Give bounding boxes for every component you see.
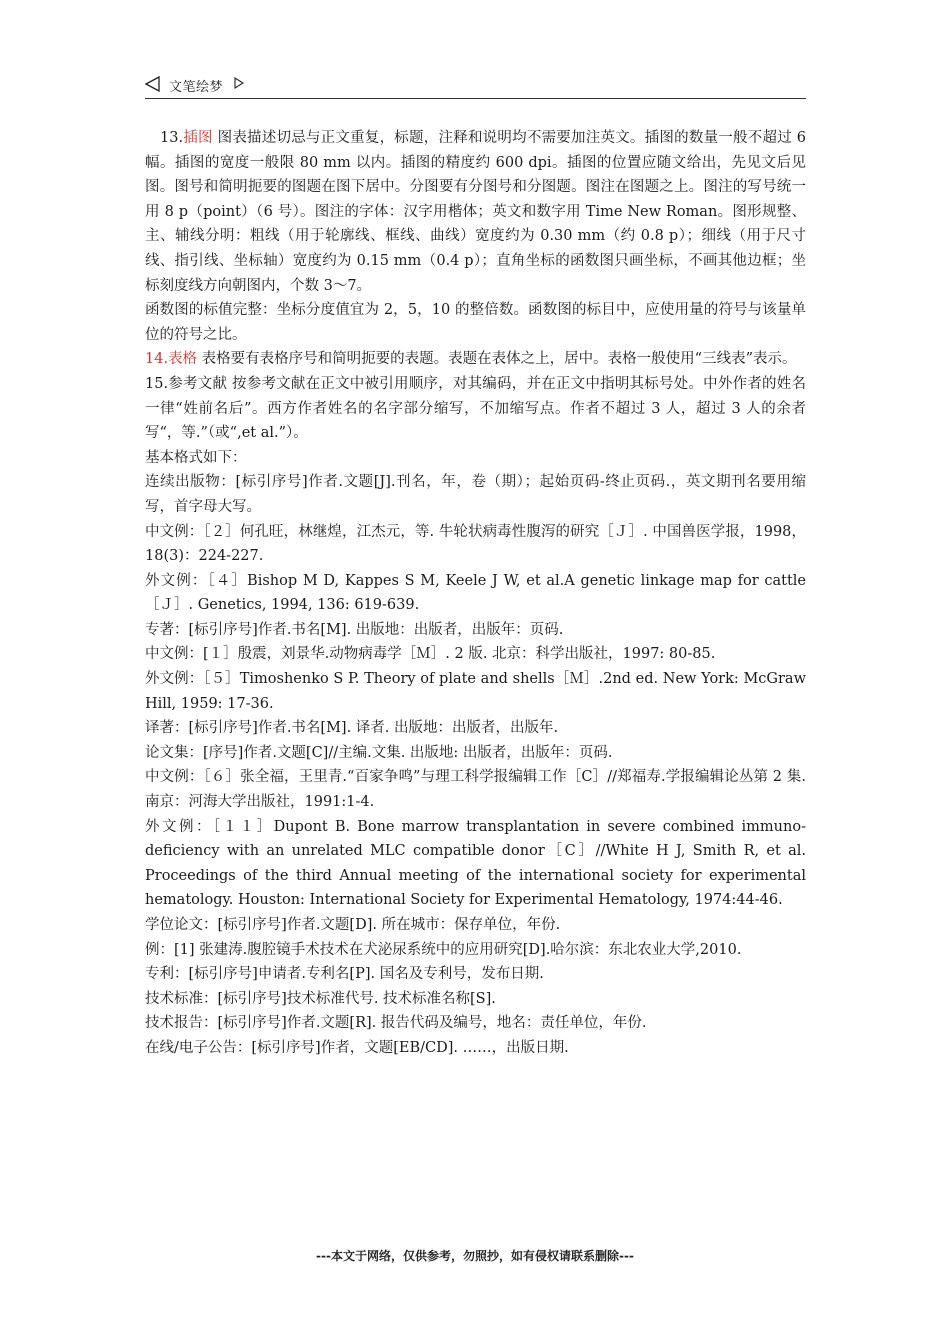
basic-format-line: 基本格式如下： bbox=[145, 449, 247, 466]
triangle-left-icon bbox=[145, 76, 161, 96]
monograph-format: 专著：[标引序号]作者.书名[M]. 出版地：出版者，出版年：页码. bbox=[145, 621, 564, 638]
monograph-foreign-example: 外文例：［５］Timoshenko S P. Theory of plate and shells［Ｍ］.2nd ed. New York: McGraw Hill, 1959: 17-36. bbox=[145, 671, 806, 712]
section-14-text: 表格要有表格序号和简明扼要的表题。表题在表体之上，居中。表格一般使用“三线表”表示。 bbox=[197, 351, 797, 368]
report-format: 技术报告：[标引序号]作者.文题[R]. 报告代码及编号，地名：责任单位，年份. bbox=[145, 1015, 647, 1032]
proceedings-format: 论文集：[序号]作者.文题[C]//主编.文集. 出版地: 出版者，出版年：页码. bbox=[145, 744, 613, 761]
section-14-heading: 表格 bbox=[168, 351, 198, 368]
translation-format: 译著：[标引序号]作者.书名[M]. 译者. 出版地：出版者，出版年. bbox=[145, 720, 559, 737]
section-13-heading: 插图 bbox=[183, 130, 213, 146]
standard-format: 技术标准：[标引序号]技术标准代号. 技术标准名称[S]. bbox=[145, 990, 496, 1007]
triangle-right-icon bbox=[234, 74, 244, 93]
online-format: 在线/电子公告：[标引序号]作者，文题[EB/CD]. ……，出版日期. bbox=[145, 1039, 569, 1056]
section-14-paragraph bbox=[145, 347, 806, 372]
serial-foreign-example: 外文例：［４］Bishop M D, Kappes S M, Keele J W, et al.A genetic linkage map for cattle［Ｊ］. Genetics, 1994, 136: 619-639. bbox=[145, 572, 806, 614]
monograph-chinese-example: 中文例：[１］殷震，刘景华.动物病毒学［Ｍ］. 2 版. 北京：科学出版社，1997: 80-85. bbox=[145, 646, 716, 663]
section-13-number: 13. bbox=[160, 130, 184, 146]
proceedings-foreign-example: 外文例：［１１］Dupont B. Bone marrow transplantation in severe combined immuno-deficiency with an unrelated MLC compatible donor［C］//White H J, Smith R, et al. Proceedings of the third Annual meeting of the international society for experimental hematology. Houston: International Society for Experimental Hematology, 1974:44-46. bbox=[145, 818, 806, 909]
patent-format: 专利：[标引序号]申请者.专利名[P]. 国名及专利号，发布日期. bbox=[145, 966, 544, 983]
section-13-paragraph bbox=[145, 126, 806, 298]
proceedings-chinese-example: 中文例：［６］张全福，王里青.“百家争鸣”与理工科学报编辑工作［C］//郑福寿.学报编辑论丛第 2 集.南京：河海大学出版社，1991:1-4. bbox=[145, 769, 806, 811]
page-header bbox=[145, 72, 806, 99]
serial-format: 连续出版物：[标引序号]作者.文题[J].刊名，年，卷（期）；起始页码-终止页码.，英文期刊名要用缩写，首字母大写。 bbox=[145, 474, 806, 515]
thesis-example: 例：[1] 张建涛.腹腔镜手术技术在犬泌尿系统中的应用研究[D].哈尔滨：东北农业大学,2010. bbox=[145, 941, 742, 958]
serial-chinese-example: 中文例：［２］何孔旺，林继煌，江杰元，等. 牛轮状病毒性腹泻的研究［Ｊ］. 中国兽医学报，1998，18(3)：224-227. bbox=[145, 523, 806, 565]
section-14-number: 14. bbox=[145, 351, 169, 368]
document-body bbox=[145, 126, 806, 1061]
section-15-paragraph: 15.参考文献 按参考文献在正文中被引用顺序，对其编码，并在正文中指明其标号处。中外作者的姓名一律“姓前名后”。西方作者姓名的名字部分缩写，不加缩写点。作者不超过 3 人，超过 3 人的余者写“，等.”（或“,et al.”）。 bbox=[145, 375, 806, 442]
section-13-text: 图表描述切忌与正文重复，标题，注释和说明均不需要加注英文。插图的数量一般不超过 6 幅。插图的宽度一般限 80 mm 以内。插图的精度约 600 dpi。插图的位置应随文给出，先见文后见图。图号和简明扼要的图题在图下居中。分图要有分图号和分图题。图注在图题之上。图注的写号统一用 8 p（point）（6 号）。图注的字体：汉字用楷体；英文和数字用 Time New Roman。图形规整、主、辅线分明：粗线（用于轮廓线、框线、曲线）宽度约为 0.30 mm（约 0.8 p）；细线（用于尺寸线、指引线、坐标轴）宽度约为 0.15 mm（0.4 p）；直角坐标的函数图只画坐标，不画其他边框；坐标刻度线方向朝图内，个数 3～7。 bbox=[145, 130, 806, 294]
page-footer: ---本文于网络，仅供参考，勿照抄，如有侵权请联系删除--- bbox=[316, 1249, 634, 1263]
thesis-format: 学位论文：[标引序号]作者.文题[D]. 所在城市：保存单位，年份. bbox=[145, 917, 561, 933]
header-title: 文笔绘梦 bbox=[169, 80, 224, 95]
function-graph-paragraph: 函数图的标值完整：坐标分度值宜为 2，5，10 的整倍数。函数图的标目中，应使用量的符号与该量单位的符号之比。 bbox=[145, 302, 806, 343]
